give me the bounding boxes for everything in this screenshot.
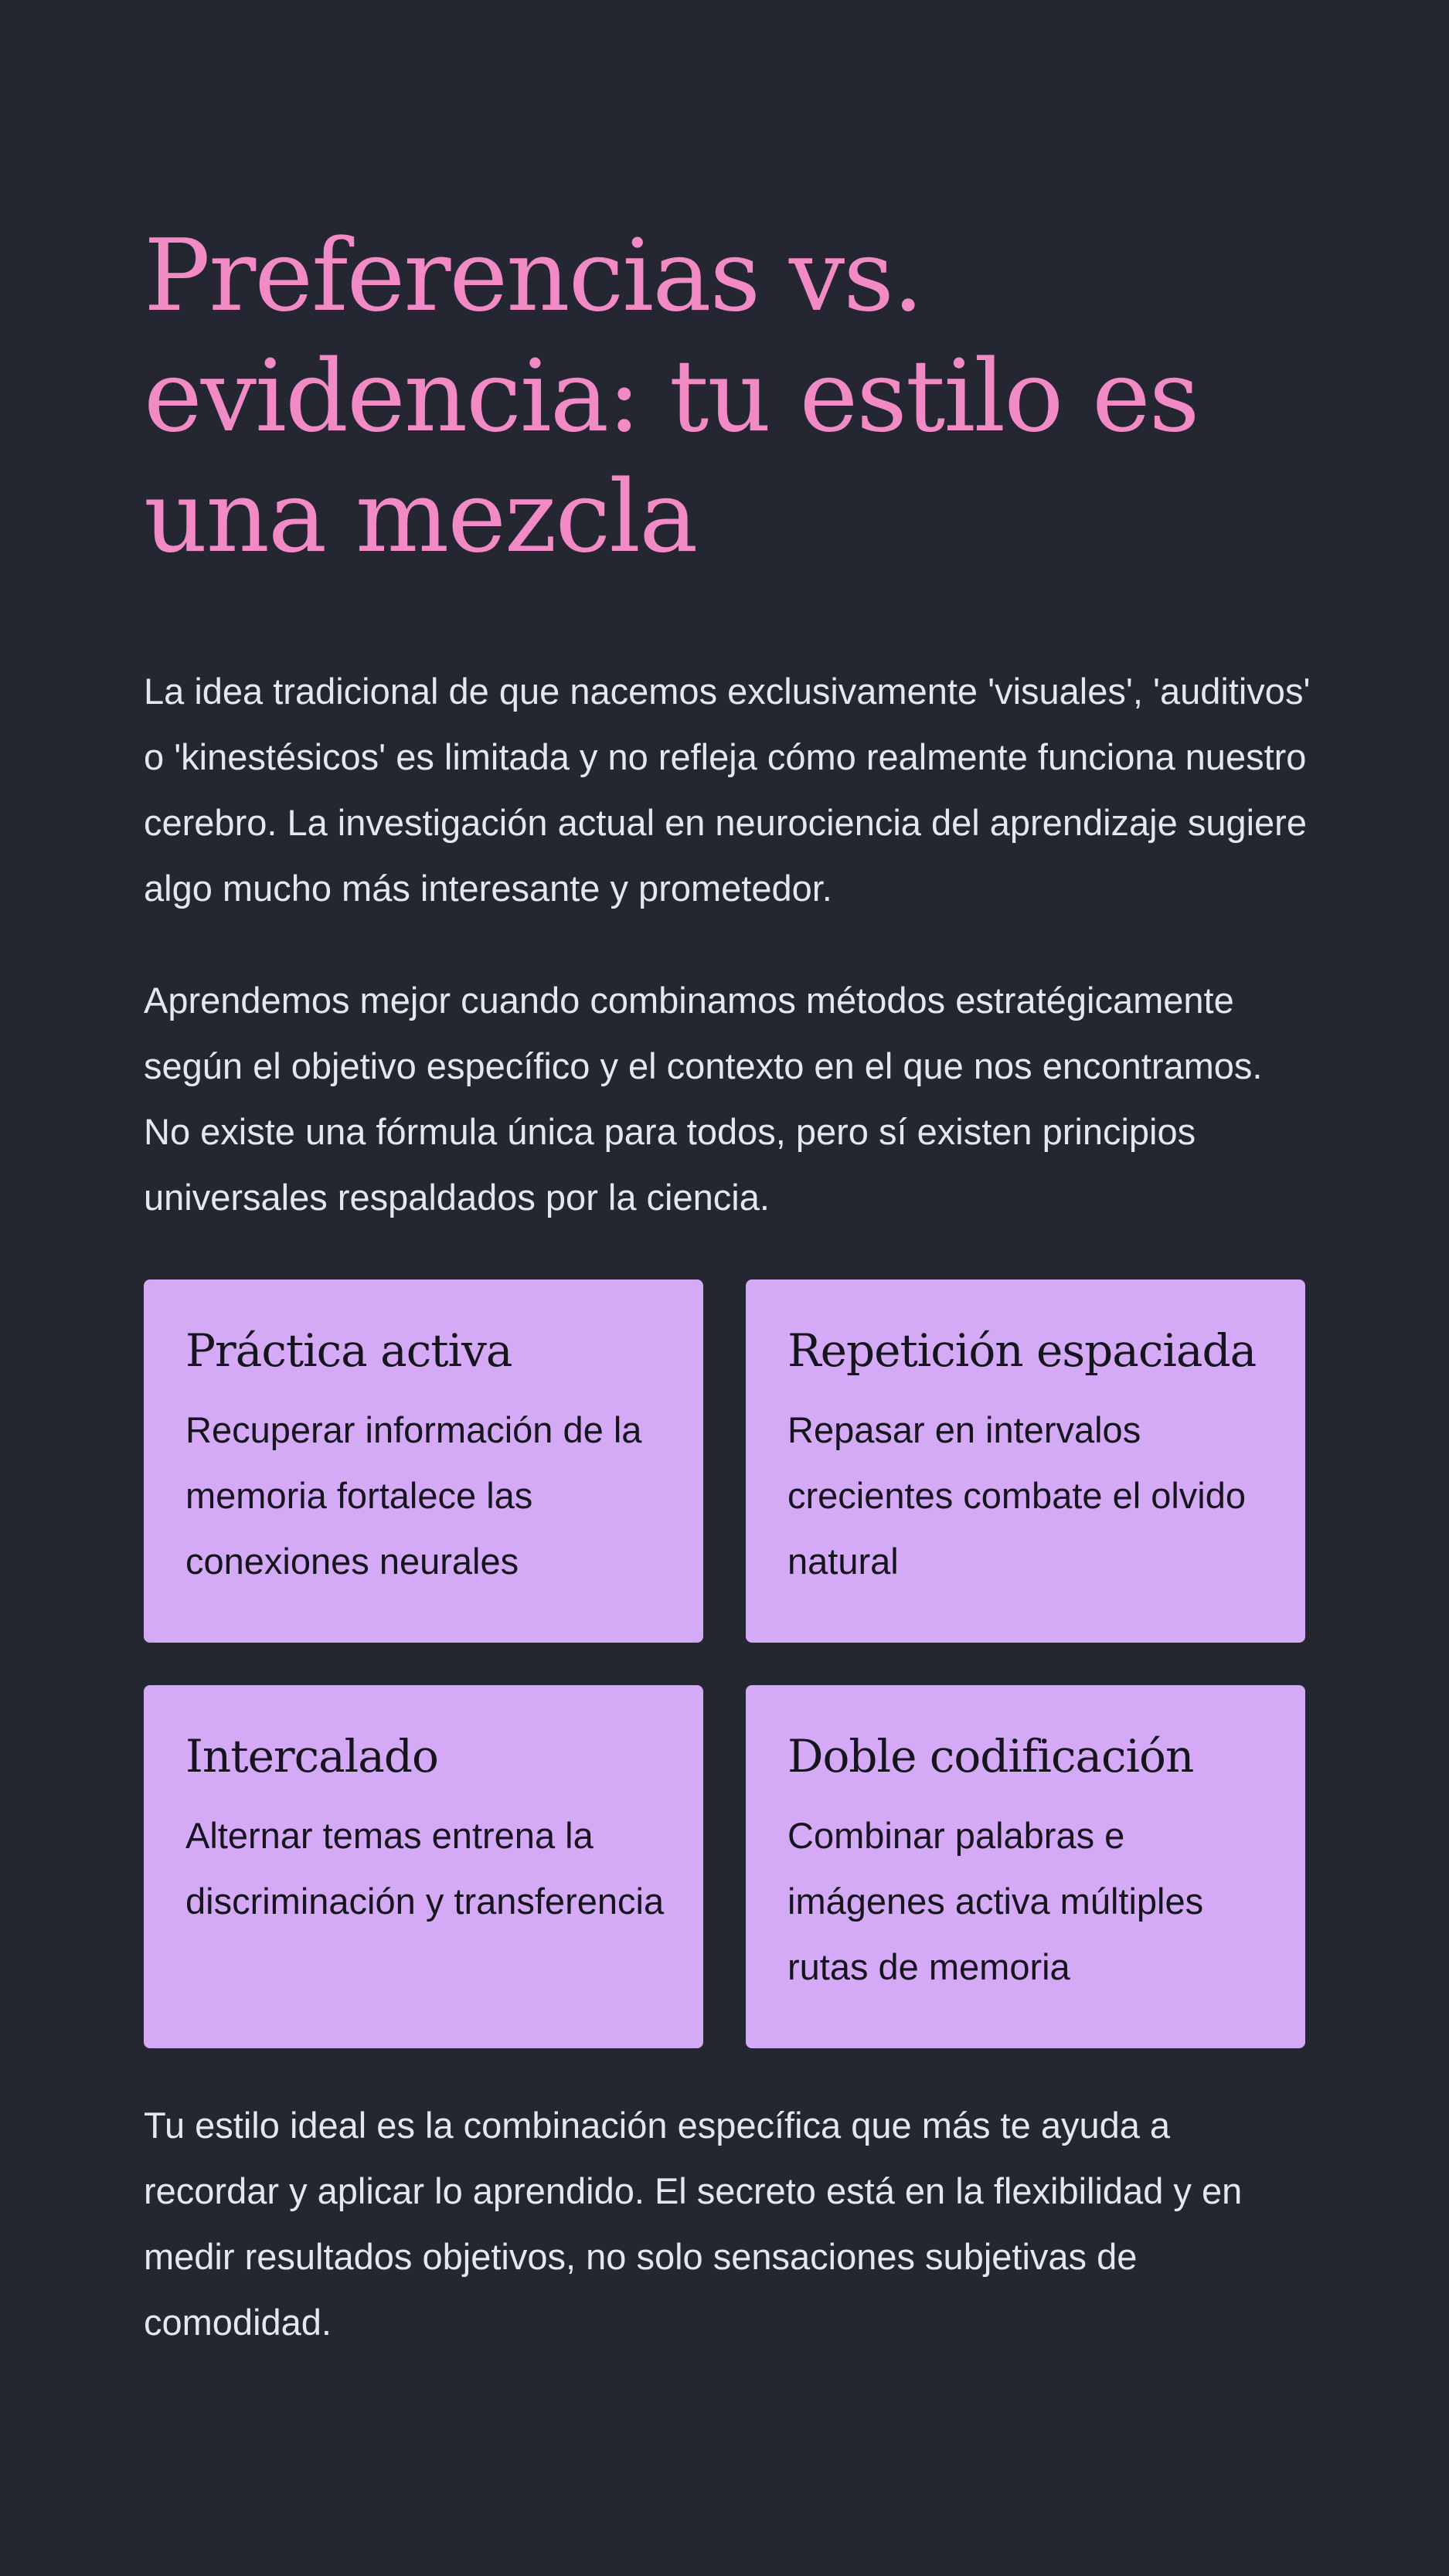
card-description: Recuperar información de la memoria fortalece las conexiones neurales bbox=[185, 1409, 642, 1582]
intro-paragraph-1: La idea tradicional de que nacemos exclusivamente 'visuales', 'auditivos' o 'kinestésicos' es limitada y no refleja cómo realmente funciona nuestro cerebro. La investigación actual en neurociencia del aprendizaje sugiere algo mucho más interesante y prometedor. bbox=[144, 671, 1311, 909]
card-description: Combinar palabras e imágenes activa múltiples rutas de memoria bbox=[787, 1815, 1204, 1987]
card-title: Práctica activa bbox=[185, 1324, 512, 1377]
page-title: Preferencias vs. evidencia: tu estilo es una mezcla bbox=[144, 219, 1199, 575]
principles-grid bbox=[144, 1280, 1305, 2048]
card-description: Repasar en intervalos crecientes combate el olvido natural bbox=[787, 1409, 1247, 1582]
principle-card-dual-coding bbox=[746, 1685, 1305, 2048]
principle-card-spaced-repetition bbox=[746, 1280, 1305, 1643]
principle-card-interleaving bbox=[144, 1685, 703, 2048]
intro-paragraph-2: Aprendemos mejor cuando combinamos métodos estratégicamente según el objetivo específico y el contexto en el que nos encontramos. No existe una fórmula única para todos, pero sí existen principios universales respaldados por la ciencia. bbox=[144, 980, 1263, 1218]
card-title: Intercalado bbox=[185, 1730, 438, 1782]
card-title: Repetición espaciada bbox=[787, 1324, 1257, 1377]
card-description: Alternar temas entrena la discriminación y transferencia bbox=[185, 1815, 665, 1922]
card-title: Doble codificación bbox=[787, 1730, 1194, 1782]
conclusion-paragraph: Tu estilo ideal es la combinación específica que más te ayuda a recordar y aplicar lo aprendido. El secreto está en la flexibilidad y en medir resultados objetivos, no solo sensaciones subjetivas de comodidad. bbox=[144, 2105, 1243, 2343]
principle-card-active-practice bbox=[144, 1280, 703, 1643]
